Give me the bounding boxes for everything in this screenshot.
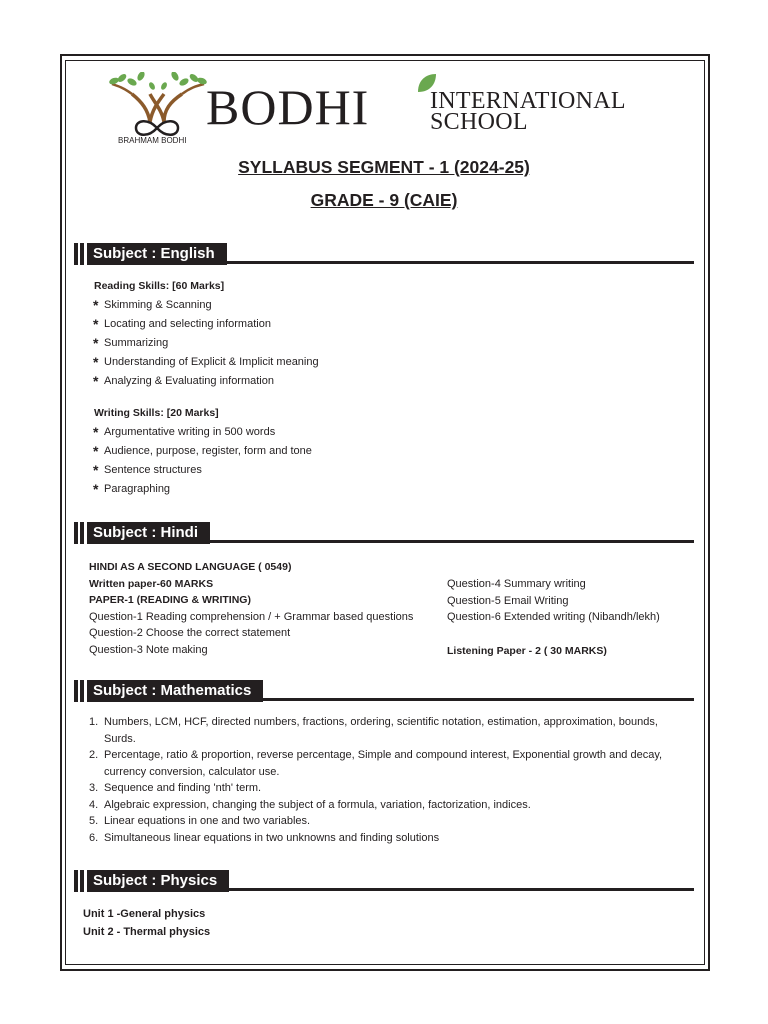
bullet-icon: * xyxy=(93,335,99,351)
reading-skills-list xyxy=(94,296,319,391)
list-item: 2. Percentage, ratio & proportion, reverse percentage, Simple and compound interest, Exponential growth and decay, currency conversion, calculator use. xyxy=(89,749,663,778)
bullet-icon: * xyxy=(93,297,99,313)
list-item: Unit 2 - Thermal physics xyxy=(83,926,211,938)
list-item: * Argumentative writing in 500 words xyxy=(93,424,276,440)
mathematics-topic-list xyxy=(89,714,669,846)
bullet-icon: * xyxy=(93,443,99,459)
bullet-icon: * xyxy=(93,316,99,332)
reading-skills-title: Reading Skills: [60 Marks] xyxy=(94,280,225,292)
list-item: * Paragraphing xyxy=(93,481,171,497)
list-item: * Sentence structures xyxy=(93,462,202,478)
syllabus-title: SYLLABUS SEGMENT - 1 (2024-25) xyxy=(238,157,530,177)
list-item: 4. Algebraic expression, changing the subject of a formula, variation, factorization, indices. xyxy=(89,798,531,811)
bullet-icon: * xyxy=(93,424,99,440)
section-marker xyxy=(74,870,78,892)
hindi-course: HINDI AS A SECOND LANGUAGE ( 0549) xyxy=(89,561,292,573)
section-marker xyxy=(80,870,84,892)
bullet-icon: * xyxy=(93,373,99,389)
bullet-icon: * xyxy=(93,354,99,370)
section-header-english xyxy=(74,243,694,265)
hindi-listening: Listening Paper - 2 ( 30 MARKS) xyxy=(447,644,607,657)
section-marker xyxy=(74,522,78,544)
list-item: Question-6 Extended writing (Nibandh/lekh) xyxy=(447,611,660,623)
hindi-right-column xyxy=(447,576,660,659)
hindi-paper1: PAPER-1 (READING & WRITING) xyxy=(89,594,251,606)
tree-infinity-icon xyxy=(108,72,208,138)
list-item: 5. Linear equations in one and two variables. xyxy=(89,815,311,827)
section-header-mathematics xyxy=(74,680,694,702)
bullet-icon: * xyxy=(93,481,99,497)
list-item: Unit 1 -General physics xyxy=(83,908,206,920)
grade-title: GRADE - 9 (CAIE) xyxy=(310,190,458,210)
section-marker xyxy=(80,680,84,702)
list-item: Question-3 Note making xyxy=(89,643,208,656)
list-item: * Analyzing & Evaluating information xyxy=(93,373,274,389)
list-item: * Skimming & Scanning xyxy=(93,297,212,313)
list-item: Question-4 Summary writing xyxy=(447,578,586,590)
list-item: * Locating and selecting information xyxy=(93,316,271,332)
section-marker xyxy=(80,243,84,265)
writing-skills-list xyxy=(94,423,319,499)
section-header-physics xyxy=(74,870,694,892)
english-content xyxy=(94,277,319,499)
list-item: * Understanding of Explicit & Implicit meaning xyxy=(93,354,319,370)
section-heading: Subject : Physics xyxy=(87,870,229,892)
logo-tagline: BRAHMAM BODHI xyxy=(118,136,187,145)
hindi-paper: Written paper-60 MARKS xyxy=(89,577,214,590)
list-item: 1. Numbers, LCM, HCF, directed numbers, fractions, ordering, scientific notation, estimation, approximation, bounds, Surds. xyxy=(89,716,658,745)
school-logo xyxy=(108,72,668,152)
logo-line2: SCHOOL xyxy=(430,109,528,135)
section-heading: Subject : Hindi xyxy=(87,522,210,544)
list-item: * Summarizing xyxy=(93,335,169,351)
logo-line1: INTERNATIONAL xyxy=(430,88,626,114)
physics-units xyxy=(83,905,210,941)
writing-skills-title: Writing Skills: [20 Marks] xyxy=(94,407,219,419)
list-item: 6. Simultaneous linear equations in two unknowns and finding solutions xyxy=(89,831,440,844)
logo-school-name xyxy=(430,88,626,135)
hindi-left-column xyxy=(89,559,413,658)
list-item: Question-2 Choose the correct statement xyxy=(89,627,291,639)
bullet-icon: * xyxy=(93,462,99,478)
logo-wordmark: BODHI xyxy=(206,79,370,135)
list-item: 3. Sequence and finding 'nth' term. xyxy=(89,782,262,794)
section-marker xyxy=(74,243,78,265)
section-heading: Subject : English xyxy=(87,243,227,265)
list-item: Question-1 Reading comprehension / + Grammar based questions xyxy=(89,610,414,623)
list-item: Question-5 Email Writing xyxy=(447,594,569,607)
section-marker xyxy=(74,680,78,702)
section-heading: Subject : Mathematics xyxy=(87,680,263,702)
section-marker xyxy=(80,522,84,544)
section-header-hindi xyxy=(74,522,694,544)
list-item: * Audience, purpose, register, form and tone xyxy=(93,443,312,459)
